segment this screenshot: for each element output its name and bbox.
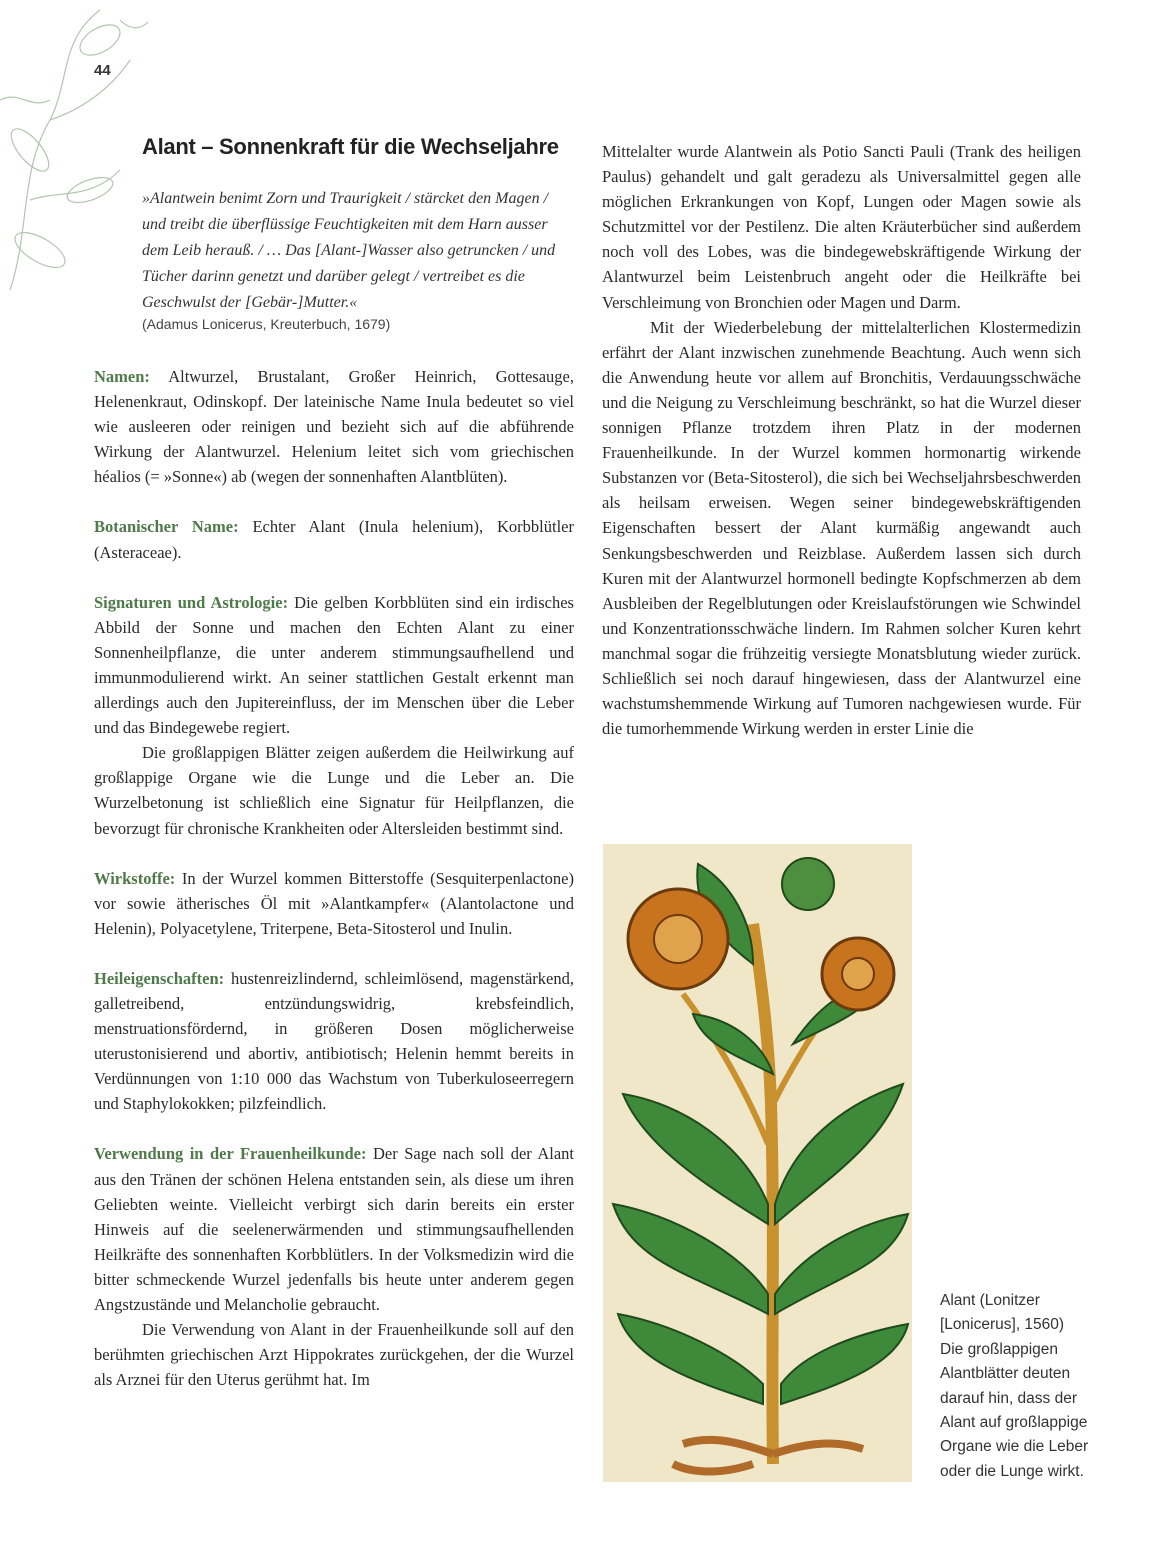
section-botanischer-name [94,514,574,564]
section-wirkstoffe [94,866,574,941]
right-paragraph-2: Mit der Wiederbelebung der mittelalterlichen Klostermedizin erfährt der Alant inzwischen zunehmende Beachtung. Auch wenn sich die Anwendung heute vor allem auf Bronchitis, Verdauungsschwäche und die Neigung zu Verschleimung beschränkt, so hat die Wurzel dieser sonnigen Pflanze trotzdem ihren Platz in der modernen Frauenheilkunde. In der Wurzel kommen hormonartig wirkende Substanzen vor (Beta-Sitosterol), die sich bei Wechseljahrsbeschwerden als heilsam erweisen. Wegen seiner bindegewebskräftigenden Eigenschaften bessert der Alant kurmäßig angewandt auch Senkungsbeschwerden und Reizblase. Außerdem lassen sich durch Kuren mit der Alantwurzel hormonell bedingte Kopfschmerzen ab dem Ausbleiben der Regelblutungen oder Kreislaufstörungen wie Schwindel und Konzentrationsschwäche lindern. Im Rahmen solcher Kuren kehrt manchmal sogar die frühzeitig versiegte Monatsblutung wieder zurück. Schließlich sei noch darauf hingewiesen, dass der Alantwurzel eine wachstumshemmende Wirkung auf Tumoren nachgewiesen wurde. Für die tumorhemmende Wirkung werden in erster Linie die [602,317,1081,739]
section-label: Namen: [94,367,150,386]
section-heileigenschaften [94,966,574,1117]
section-signaturen [94,590,574,741]
section-label: Verwendung in der Frauenheilkunde: [94,1144,367,1164]
section-text: In der Wurzel kommen Bitterstoffe (Sesquiterpenlactone) vor sowie ätherisches Öl mit »Alantkampfer« (Alantolactone und Helenin), Polyacetylene, Triterpene, Beta-Sitosterol und Inulin. [94,868,574,938]
figure-caption: Alant (Lonitzer [Lonicerus], 1560) Die großlappigen Alantblätter deuten darauf hin, dass der Alant auf großlappige Organe wie die Leber oder die Lunge wirkt. [940,1292,1089,1480]
section-text: Echter Alant (Inula helenium), Korbblütler (Asteraceae). [94,517,575,562]
left-column [94,364,574,1392]
section-text: Die gelben Korbblüten sind ein irdisches Abbild der Sonne und machen den Echten Alant zu einer Sonnenheilpflanze, die unter anderem stimmungsaufhellend und immunmodulierend wirkt. An seiner stattlichen Gestalt erkennt man allerdings auch den Jupitereinfluss, der im Menschen über die Leber und das Bindegewebe regiert. [94,592,574,738]
section-text: Altwurzel, Brustalant, Großer Heinrich, Gottesauge, Helenenkraut, Odinskopf. Der lateinische Name Inula bedeutet so viel wie ausleeren oder reinigen und bezieht sich auf die abführende Wirkung der Alantwurzel. Helenium leitet sich vom griechischen héalios (= »Sonne«) ab (wegen der sonnenhaften Alantblüten). [94,367,574,487]
right-paragraph-1: Mittelalter wurde Alantwein als Potio Sancti Pauli (Trank des heiligen Paulus) gehandelt und galt geradezu als Universalmittel gegen alle möglichen Erkrankungen von Kopf, Lungen oder Magen sowie als Schutzmittel vor der Pestilenz. Die alten Kräuterbücher sind außerdem noch voll des Lobes, was die bindegewebskräftigende Wirkung der Alantwurzel beim Leistenbruch angeht oder die Heilkräfte bei Verschleimung von Bronchien oder Magen und Darm. [602,142,1081,312]
page-number: 44 [94,62,111,79]
section-label: Heileigenschaften: [94,968,225,988]
right-column [602,139,1081,741]
section-namen [94,364,574,489]
section-label: Signaturen und Astrologie: [94,592,289,612]
page-title: Alant – Sonnenkraft für die Wechseljahre [142,134,559,159]
section-label: Botanischer Name: [94,517,239,537]
section-verwendung-continued: Die Verwendung von Alant in der Frauenheilkunde soll auf den berühmten griechischen Arzt Hippokrates zurückgehen, der die Wurzel als Arznei für den Uterus gerühmt hat. Im [94,1320,574,1390]
section-text: hustenreizlindernd, schleimlösend, magenstärkend, galletreibend, entzündungswidrig, krebsfeindlich, menstruationsfördernd, in größeren Dosen möglicherweise uterustonisierend und abortiv, antibiotisch; Helenin hemmt bereits in Verdünnungen von 1:10 000 das Wachstum von Tuberkuloseerregern und Staphylokokken; pilzfeindlich. [94,968,574,1114]
epigraph-quote: »Alantwein benimt Zorn und Traurigkeit / stärcket den Magen / und treibt die überflüssige Feuchtigkeiten mit dem Harn ausser dem Leib herauß. / … Das [Alant-]Wasser also getruncken / und Tücher darinn genetzt und darüber gelegt / vertreibet es die Geschwulst der [Gebär-]Mutter.« [142,190,556,311]
epigraph-source: (Adamus Lonicerus, Kreuterbuch, 1679) [142,316,391,332]
section-label: Wirkstoffe: [94,868,176,888]
section-verwendung [94,1141,574,1317]
alant-woodcut-illustration [603,844,912,1482]
decorative-plant-drawing [0,0,150,300]
section-signaturen-continued: Die großlappigen Blätter zeigen außerdem die Heilwirkung auf großlappige Organe wie die Lunge und die Leber an. Die Wurzelbetonung ist schließlich eine Signatur für Heilpflanzen, die bevorzugt für chronische Krankheiten oder Altersleiden bestimmt sind. [94,743,574,838]
section-text: Der Sage nach soll der Alant aus den Tränen der schönen Helena entstanden sein, als diese um ihren Geliebten weinte. Vielleicht verbirgt sich darin bereits ein erster Hinweis auf die seelenerwärmenden und stimmungsaufhellenden Heilkräfte des sonnenhaften Korbblütlers. In der Volksmedizin wird die bitter schmeckende Wurzel jedenfalls bis heute unter anderem gegen Angstzustände und Melancholie gebraucht. [94,1144,574,1314]
